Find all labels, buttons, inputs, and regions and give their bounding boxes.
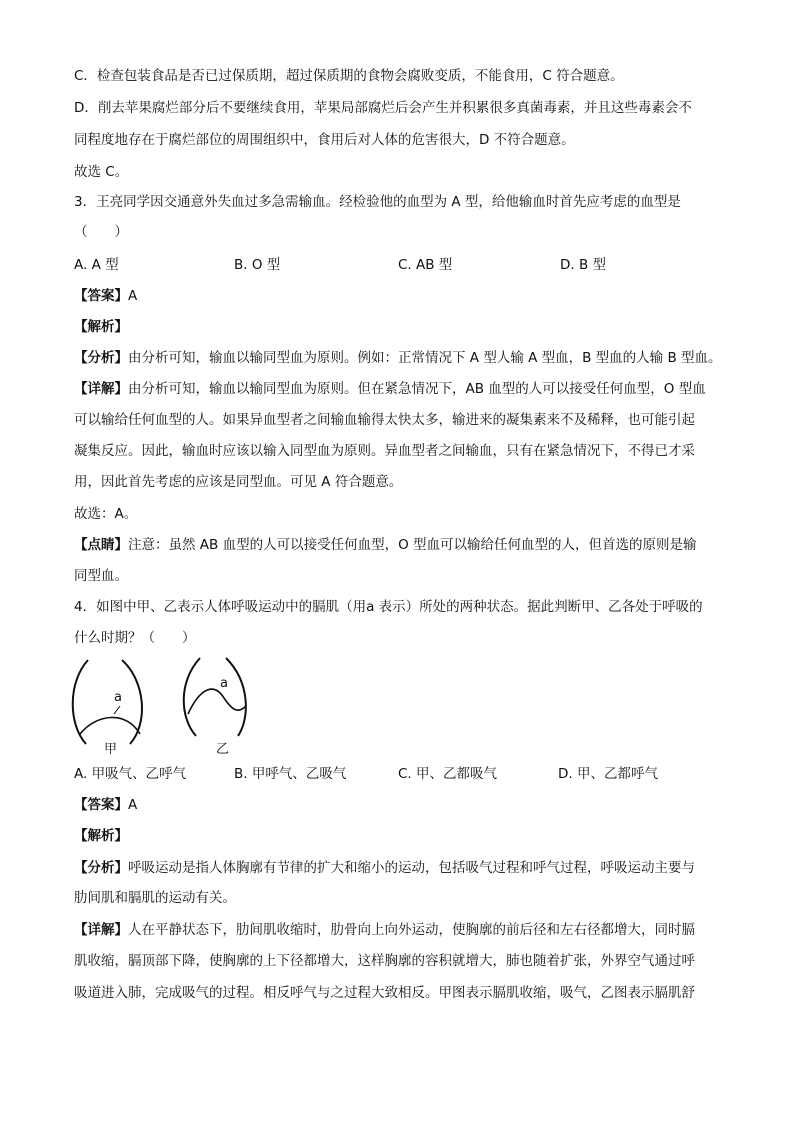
answer-3 xyxy=(74,287,137,305)
text-line: 故选 C。 xyxy=(74,164,129,180)
text-line: 吸道进入肺，完成吸气的过程。相反呼气与之过程大致相反。甲图表示膈肌收缩，吸气，乙图表示膈肌舒 xyxy=(74,985,695,1001)
q3-option-b: B. O 型 xyxy=(234,257,281,273)
label-yi: 乙 xyxy=(216,742,230,757)
text-line: 同程度地存在于腐烂部位的周围组织中，食用后对人体的危害很大，D 不符合题意。 xyxy=(74,132,575,148)
q4-option-d: D. 甲、乙都呼气 xyxy=(558,766,658,782)
question-4-stem-2: 什么时期？（ ） xyxy=(74,630,196,646)
label-a-jia: a xyxy=(114,690,122,705)
fenxi-4 xyxy=(74,859,695,877)
label-a-yi: a xyxy=(220,676,228,691)
yi-diaphragm xyxy=(188,689,246,714)
label-jia: 甲 xyxy=(104,742,118,757)
answer-value: A xyxy=(128,797,138,813)
q3-option-d: D. B 型 xyxy=(560,257,607,273)
analysis-heading: 【解析】 xyxy=(74,319,128,335)
text-line: 肌收缩，膈顶部下降，使胸廓的上下径都增大，这样胸廓的容积就增大，肺也随着扩张，外界空气通过呼 xyxy=(74,953,695,969)
fenxi-text: 由分析可知，输血以输同型血为原则。例如：正常情况下 A 型人输 A 型血，B 型血的人输 B 型血。 xyxy=(128,350,722,366)
text-line: 可以输给任何血型的人。如果异血型者之间输血输得太快太多，输进来的凝集素来不及稀释，也可能引起 xyxy=(74,412,695,428)
q3-option-c: C. AB 型 xyxy=(398,257,453,273)
xiangjie-tag: 【详解】 xyxy=(74,381,128,397)
xiangjie-text: 人在平静状态下，肋间肌收缩时，肋骨向上向外运动，使胸廓的前后径和左右径都增大，同时膈 xyxy=(128,922,695,938)
xiangjie-4 xyxy=(74,921,695,939)
text-line: 用，因此首先考虑的应该是同型血。可见 A 符合题意。 xyxy=(74,474,403,490)
question-3-stem: 3．王亮同学因交通意外失血过多急需输血。经检验他的血型为 A 型，给他输血时首先应考虑的血型是 xyxy=(74,194,681,210)
yi-right-rib xyxy=(226,658,246,736)
question-3-paren: （ ） xyxy=(74,224,128,240)
xiangjie-tag: 【详解】 xyxy=(74,922,128,938)
q3-option-a: A. A 型 xyxy=(74,257,119,273)
q4-option-c: C. 甲、乙都吸气 xyxy=(398,766,498,782)
jia-diaphragm xyxy=(80,717,140,734)
answer-tag: 【答案】 xyxy=(74,288,128,304)
fenxi-3 xyxy=(74,349,722,367)
text-line: 同型血。 xyxy=(74,568,128,584)
jia-left-rib xyxy=(73,660,88,744)
text-line: 肋间肌和膈肌的运动有关。 xyxy=(74,890,236,906)
dianjing-text: 注意：虽然 AB 血型的人可以接受任何血型，O 型血可以输给任何血型的人，但首选的原则是输 xyxy=(128,537,697,553)
fenxi-tag: 【分析】 xyxy=(74,350,128,366)
q4-option-b: B. 甲呼气、乙吸气 xyxy=(234,766,347,782)
answer-value: A xyxy=(128,288,138,304)
answer-tag: 【答案】 xyxy=(74,797,128,813)
text-line: 凝集反应。因此，输血时应该以输入同型血为原则。异血型者之间输血，只有在紧急情况下，不得已才采 xyxy=(74,443,695,459)
diaphragm-figure xyxy=(66,652,266,760)
answer-4 xyxy=(74,796,137,814)
text-line: D．削去苹果腐烂部分后不要继续食用，苹果局部腐烂后会产生并积累很多真菌毒素，并且这些毒素会不 xyxy=(74,100,692,116)
xiangjie-text: 由分析可知，输血以输同型血为原则。但在紧急情况下，AB 血型的人可以接受任何血型，O 型血 xyxy=(128,381,706,397)
text-line: C．检查包装食品是否已过保质期，超过保质期的食物会腐败变质，不能食用，C 符合题意。 xyxy=(74,68,624,84)
text-line: 故选：A。 xyxy=(74,506,138,522)
q4-option-a: A. 甲吸气、乙呼气 xyxy=(74,766,187,782)
dianjing-3 xyxy=(74,536,697,554)
xiangjie-3 xyxy=(74,380,706,398)
jia-pointer xyxy=(114,706,120,714)
fenxi-text: 呼吸运动是指人体胸廓有节律的扩大和缩小的运动，包括吸气过程和呼气过程，呼吸运动主要与 xyxy=(128,860,695,876)
fenxi-tag: 【分析】 xyxy=(74,860,128,876)
dianjing-tag: 【点睛】 xyxy=(74,537,128,553)
analysis-heading: 【解析】 xyxy=(74,828,128,844)
question-4-stem: 4．如图中甲、乙表示人体呼吸运动中的膈肌（用a 表示）所处的两种状态。据此判断甲、乙各处于呼吸的 xyxy=(74,599,703,615)
